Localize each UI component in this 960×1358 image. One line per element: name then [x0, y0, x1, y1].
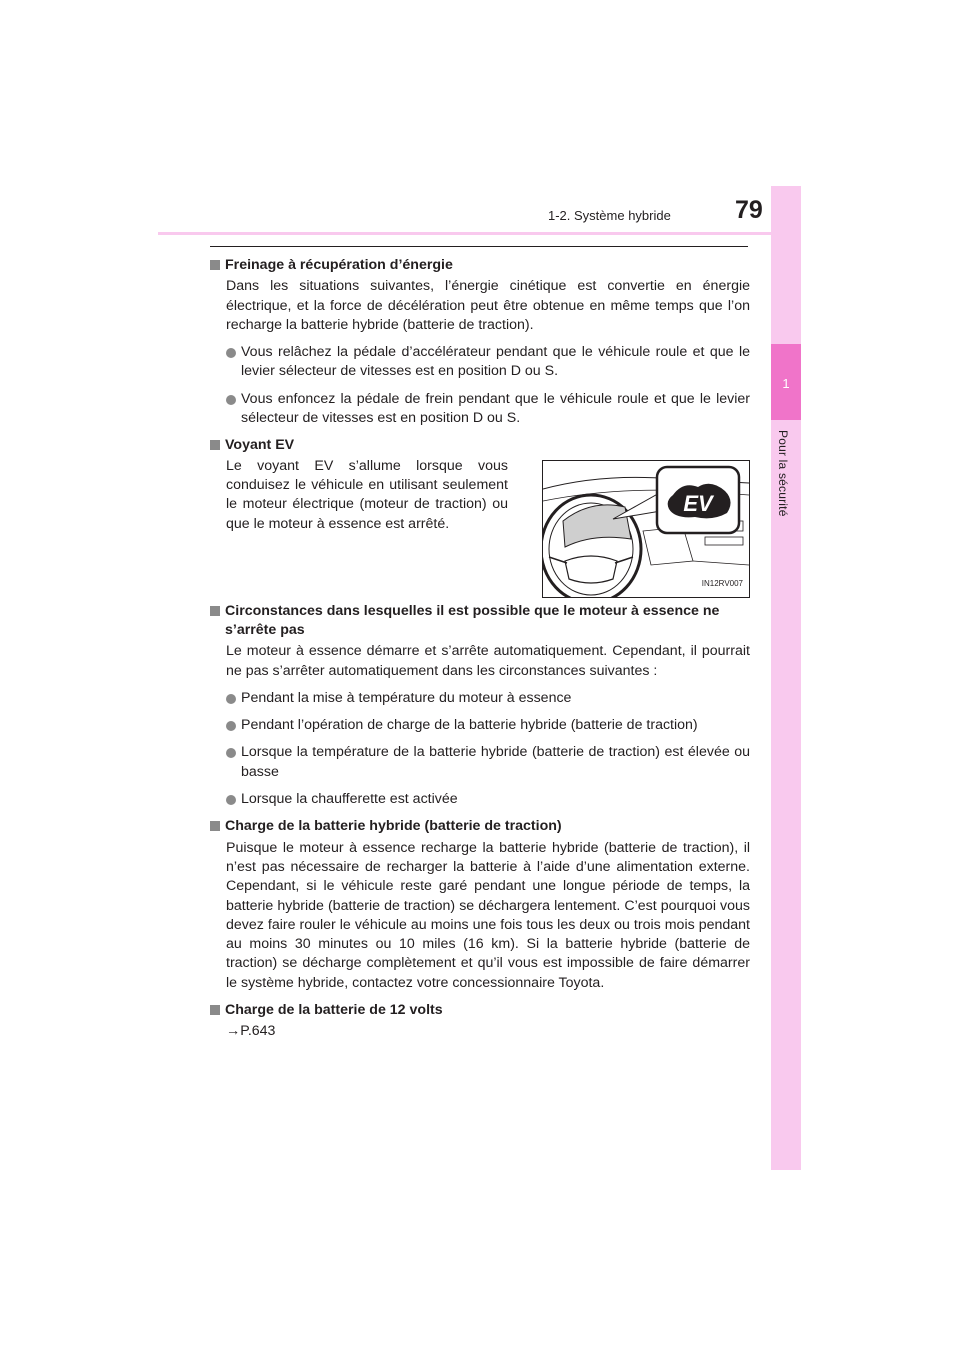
paragraph-regen: Dans les situations suivantes, l’énergie cinétique est convertie en énergie électrique, et la force de décélération peut être obtenue en même temps que l’on recharge la batterie hybride (batterie de traction). [226, 278, 750, 333]
paragraph-ev: Le voyant EV s’allume lorsque vous conduisez le véhicule en utilisant seulement le moteur électrique (moteur de traction) ou que le moteur à essence est arrêté. [226, 457, 508, 532]
round-bullet-icon [226, 748, 236, 758]
square-bullet-icon [210, 260, 220, 270]
ev-indicator-figure [542, 460, 750, 598]
chapter-label: Pour la sécurité [776, 430, 790, 517]
bullet-item: Vous relâchez la pédale d’accélérateur pendant que le véhicule roule et que le levier sélecteur de vitesses est en position D ou S. [226, 343, 750, 382]
figure-code: IN12RV007 [701, 579, 743, 589]
paragraph-hybrid-charge: Puisque le moteur à essence recharge la batterie hybride (batterie de traction), il n’est pas nécessaire de recharger la batterie à l’aide d’une alimentation externe. Cependant, si le véhicule reste garé pendant une longue période de temps, la batterie hybride (batterie de traction) se déchargera lentement. C’est pourquoi vous devez faire rouler le véhicule au moins une fois tous les deux ou trois mois pendant au moins 30 minutes ou 10 miles (16 km). Si la batterie hybride (batterie de traction) se décharge complètement et qu’il vous est impossible de faire démarrer le système hybride, contactez votre concessionnaire Toyota. [226, 839, 750, 991]
paragraph-circumstances: Le moteur à essence démarre et s’arrête automatiquement. Cependant, il pourrait ne pas s’arrêter automatiquement dans les circonstances suivantes : [226, 643, 750, 679]
bullet-item: Vous enfoncez la pédale de frein pendant que le véhicule roule et que le levier sélecteur de vitesses est en position D ou S. [226, 390, 750, 429]
page-number: 79 [735, 196, 763, 224]
square-bullet-icon [210, 1005, 220, 1015]
round-bullet-icon [226, 348, 236, 358]
bullet-item: Lorsque la chaufferette est activée [226, 790, 750, 809]
square-bullet-icon [210, 821, 220, 831]
square-bullet-icon [210, 440, 220, 450]
page-reference-link[interactable]: →P.643 [226, 1023, 276, 1040]
page-content [210, 256, 750, 1042]
side-tab [771, 186, 801, 1170]
round-bullet-icon [226, 795, 236, 805]
bullet-item: Pendant la mise à température du moteur à essence [226, 689, 750, 708]
ev-badge-text: EV [683, 490, 713, 516]
heading-regen: Freinage à récupération d’énergie [210, 256, 750, 275]
heading-hybrid-charge: Charge de la batterie hybride (batterie de traction) [210, 817, 750, 836]
square-bullet-icon [210, 606, 220, 616]
section-title: 1-2. Système hybride [548, 208, 671, 223]
content-rule [210, 246, 748, 247]
round-bullet-icon [226, 395, 236, 405]
bullet-item: Pendant l’opération de charge de la batterie hybride (batterie de traction) [226, 716, 750, 735]
bullet-item: Lorsque la température de la batterie hybride (batterie de traction) est élevée ou basse [226, 743, 750, 782]
round-bullet-icon [226, 694, 236, 704]
heading-circumstances: Circonstances dans lesquelles il est possible que le moteur à essence ne s’arrête pas [210, 602, 750, 641]
heading-ev: Voyant EV [210, 436, 750, 455]
header-line [158, 232, 800, 235]
heading-12v-charge: Charge de la batterie de 12 volts [210, 1001, 750, 1020]
round-bullet-icon [226, 721, 236, 731]
ev-row [226, 458, 750, 598]
chapter-number: 1 [782, 376, 790, 391]
